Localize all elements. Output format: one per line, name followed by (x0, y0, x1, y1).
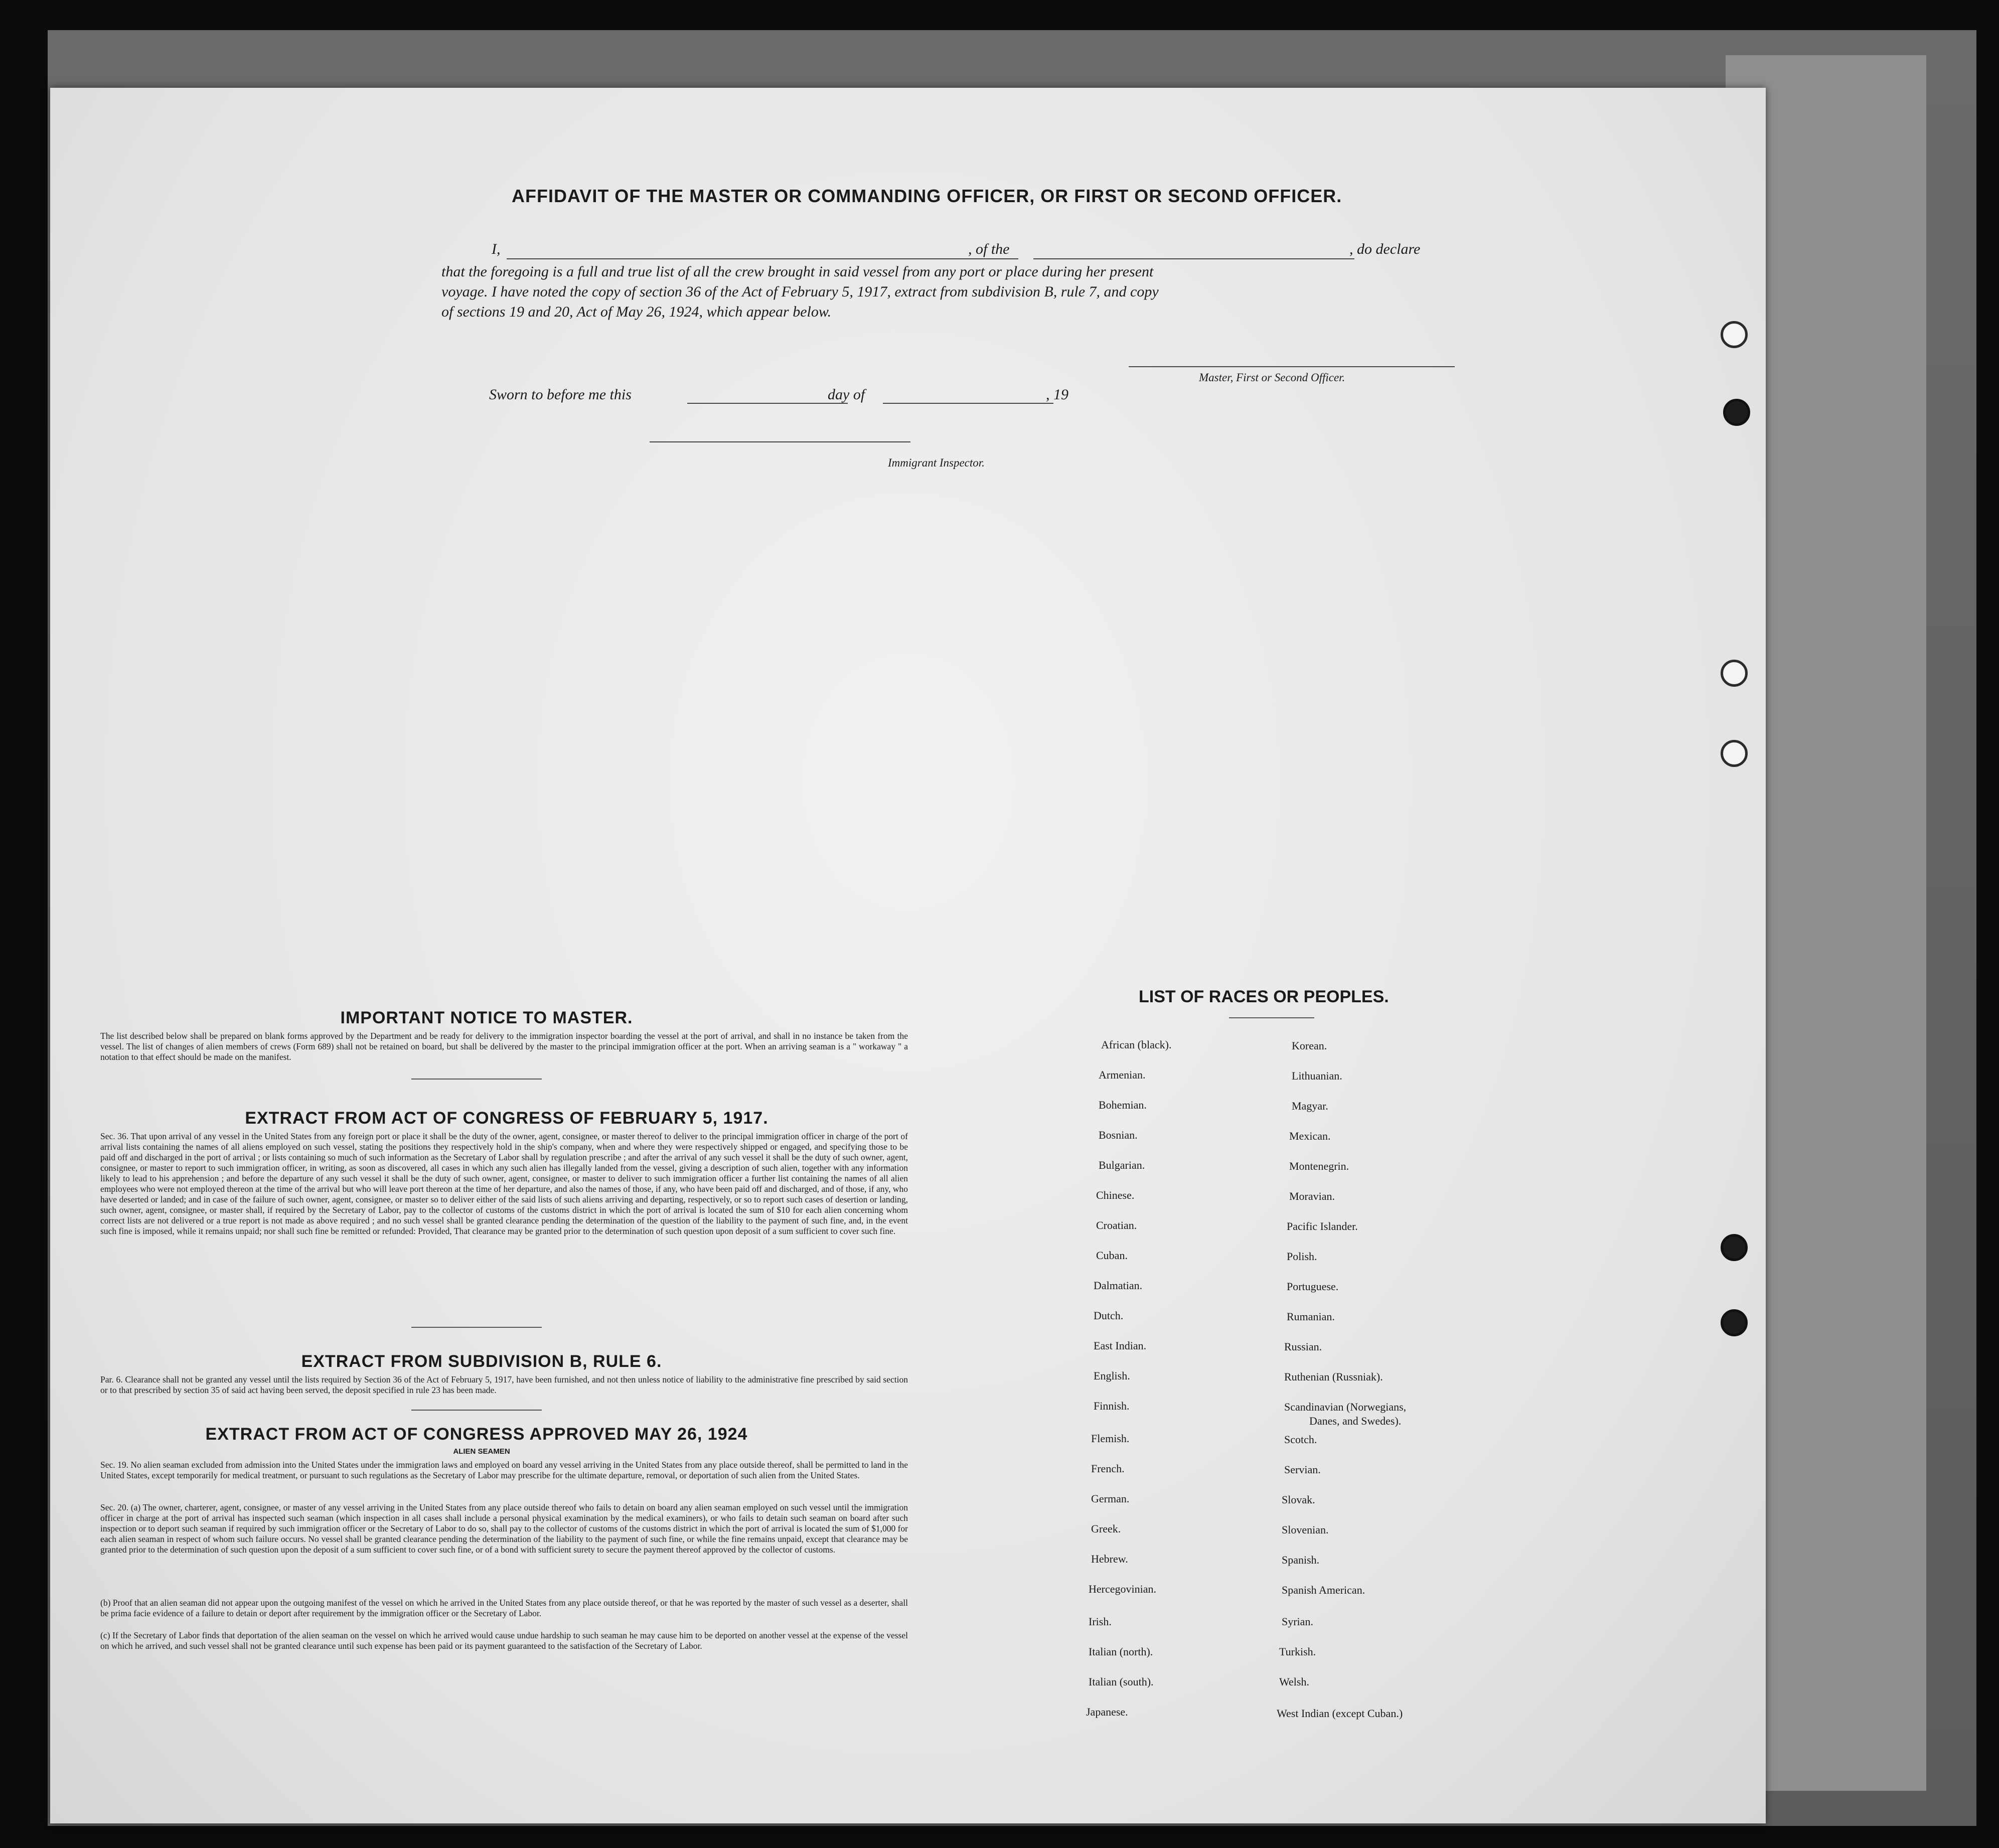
master-signature-line (1129, 366, 1455, 367)
race-left-item: Bosnian. (1099, 1129, 1138, 1141)
punch-hole (1723, 399, 1750, 426)
extract-1917-title: EXTRACT FROM ACT OF CONGRESS OF FEBRUARY 5, 1917. (245, 1109, 768, 1128)
races-title: LIST OF RACES OR PEOPLES. (1139, 987, 1389, 1006)
punch-hole (1721, 1234, 1748, 1261)
race-left-item: Irish. (1089, 1615, 1112, 1628)
race-left-item: Dalmatian. (1094, 1279, 1143, 1292)
affidavit-text-line-1: that the foregoing is a full and true list of all the crew brought in said vessel from any port or place during her present (441, 263, 1154, 280)
race-left-item: East Indian. (1094, 1339, 1147, 1352)
affidavit-title: AFFIDAVIT OF THE MASTER OR COMMANDING OFFICER, OR FIRST OR SECOND OFFICER. (512, 186, 1342, 206)
section-20b-text: (b) Proof that an alien seaman did not appear upon the outgoing manifest of the vessel on which he arrived in the United States from any place outside thereof, or that he was reported by the master of such vessel as a deserter, shall be prima facie evidence of a failure to detain or deport after requirement by the immigration officer or the Secretary of Labor. (100, 1598, 908, 1618)
race-left-item: African (black). (1101, 1038, 1172, 1051)
race-right-item-continuation: Danes, and Swedes). (1309, 1415, 1402, 1427)
race-right-item: Polish. (1287, 1250, 1317, 1263)
race-right-item: Magyar. (1292, 1100, 1328, 1112)
divider (411, 1079, 542, 1080)
punch-hole (1721, 1309, 1748, 1336)
race-right-item: Lithuanian. (1292, 1069, 1342, 1082)
race-right-item: Spanish American. (1282, 1584, 1365, 1596)
notice-body: The list described below shall be prepared on blank forms approved by the Department and be ready for delivery to the immigration inspector boarding the vessel at the port of arrival, and shall in no instance be taken from the vessel. The list of changes of alien members of crews (Form 689) shall not be retained on board, but shall be delivered by the master to the principal immigration officer at the port. When an arriving seaman is a " workaway " a notation to that effect should be made on the manifest. (100, 1031, 908, 1062)
notice-title: IMPORTANT NOTICE TO MASTER. (340, 1008, 633, 1027)
master-name-line (507, 258, 1018, 259)
sworn-day-line (687, 403, 848, 404)
race-left-item: Hercegovinian. (1089, 1583, 1156, 1595)
race-right-item: Scandinavian (Norwegians, (1284, 1401, 1407, 1413)
race-right-item: Slovenian. (1282, 1523, 1329, 1536)
punch-hole (1721, 660, 1748, 687)
extract-1917-body: Sec. 36. That upon arrival of any vessel in the United States from any foreign port or place it shall be the duty of the owner, agent, consignee, or master thereof to deliver to the principal immigration officer in charge of the port of arrival lists containing the names of all aliens employed on such vessel, stating the positions they respectively hold in the ship's company, when and where they were respectively shipped or engaged, and specifying those to be paid off and discharged in the port of arrival ; or lists containing so much of such information as the Secretary of Labor shall by regulation prescribe ; and after the arrival of any such vessel it shall be the duty of such owner, agent, consignee, or master to report to such immigration officer, in writing, as soon as discovered, all cases in which any such alien has illegally landed from the vessel, giving a description of such alien, together with any information likely to lead to his apprehension ; and before the departure of any such vessel it shall be the duty of such owner, agent, consignee, or master to deliver to such immigration officer a further list containing the names of all alien employees who were not employed thereon at the time of the arrival but who will leave port thereon at the time of her departure, and also the names of those, if any, who have been paid off and discharged, and of those, if any, who have deserted or landed; and in case of the failure of such owner, agent, consignee, or master so to deliver either of the said lists of such aliens arriving and departing, respectively, or so to report such cases of desertion or landing, such owner, agent, consignee, or master shall, if required by the Secretary of Labor, pay to the collector of customs of the customs district in which the port of arrival is located the sum of $10 for each alien concerning whom correct lists are not delivered or a true report is not made as above required ; and no such vessel shall be granted clearance pending the determination of the question of the liability to the payment of such fine, and, in the event such fine is imposed, while it remains unpaid; nor shall such fine be remitted or refunded: Provided, That clearance may be granted prior to the determination of such question upon deposit of a sum sufficient to cover such fine. (100, 1131, 908, 1236)
section-20c-text: (c) If the Secretary of Labor finds that deportation of the alien seaman on the vessel on which he arrived would cause undue hardship to such seaman he may cause him to be deported on another vessel at the expense of the vessel on which he arrived, and such vessel shall not be granted clearance until such expense has been paid or its payment guaranteed to the satisfaction of the Secretary of Labor. (100, 1630, 908, 1651)
divider (1229, 1017, 1314, 1018)
race-left-item: Greek. (1091, 1522, 1121, 1535)
year-label: , 19 (1046, 386, 1068, 403)
inspector-signature-line (650, 441, 910, 442)
master-signature-label: Master, First or Second Officer. (1199, 371, 1345, 384)
sworn-month-line (883, 403, 1053, 404)
section-19-text: Sec. 19. No alien seaman excluded from admission into the United States under the immigration laws and employed on board any vessel arriving in the United States from any place outside thereof, shall be permitted to land in the United States, except temporarily for medical treatment, or pursuant to such regulations as the Secretary of Labor may prescribe for the ultimate departure, removal, or deportation of such alien from the United States. (100, 1460, 908, 1480)
race-left-item: Cuban. (1096, 1249, 1128, 1262)
race-right-item: Russian. (1284, 1340, 1322, 1353)
punch-hole (1721, 740, 1748, 767)
divider (411, 1410, 542, 1411)
race-right-item: Servian. (1284, 1463, 1321, 1476)
affidavit-i-label: I, (492, 241, 501, 257)
race-left-item: Armenian. (1099, 1068, 1146, 1081)
affidavit-text-line-3: of sections 19 and 20, Act of May 26, 1924, which appear below. (441, 303, 832, 320)
race-left-item: Bulgarian. (1099, 1159, 1145, 1171)
race-right-item: Pacific Islander. (1287, 1220, 1358, 1233)
race-right-item: Slovak. (1282, 1493, 1315, 1506)
race-right-item: West Indian (except Cuban.) (1277, 1707, 1403, 1720)
race-left-item: Dutch. (1094, 1309, 1124, 1322)
race-left-item: Finnish. (1094, 1400, 1130, 1412)
inspector-label: Immigrant Inspector. (888, 456, 985, 469)
race-right-item: Ruthenian (Russniak). (1284, 1370, 1383, 1383)
race-right-item: Montenegrin. (1289, 1160, 1349, 1172)
race-right-item: Welsh. (1279, 1675, 1309, 1688)
race-left-item: Chinese. (1096, 1189, 1135, 1201)
race-right-item: Moravian. (1289, 1190, 1335, 1202)
race-left-item: Flemish. (1091, 1432, 1130, 1445)
sworn-label: Sworn to before me this (489, 386, 632, 403)
rule6-body: Par. 6. Clearance shall not be granted any vessel until the lists required by Section 36 of the Act of February 5, 1917, have been furnished, and not then unless notice of liability to the administrative fine prescribed by said section or to that prescribed by section 35 of said act having been served, the deposit specified in rule 23 has been made. (100, 1374, 908, 1395)
race-right-item: Korean. (1292, 1039, 1327, 1052)
affidavit-text-line-2: voyage. I have noted the copy of section 36 of the Act of February 5, 1917, extract from subdivision B, rule 7, and copy (441, 283, 1159, 300)
vessel-name-line (1033, 258, 1354, 259)
rule6-title: EXTRACT FROM SUBDIVISION B, RULE 6. (301, 1352, 662, 1371)
race-left-item: Italian (north). (1089, 1645, 1153, 1658)
race-right-item: Spanish. (1282, 1554, 1320, 1566)
race-right-item: Rumanian. (1287, 1310, 1335, 1323)
race-left-item: Japanese. (1086, 1706, 1128, 1718)
race-left-item: Bohemian. (1099, 1099, 1147, 1111)
race-right-item: Portuguese. (1287, 1280, 1339, 1293)
race-left-item: Italian (south). (1089, 1675, 1154, 1688)
section-20a-text: Sec. 20. (a) The owner, charterer, agent, consignee, or master of any vessel arriving in the United States from any place outside thereof who fails to detain on board any alien seaman employed on such vessel until the immigration officer in charge at the port of arrival has inspected such seaman (which inspection in all cases shall include a personal physical examination by the medical examiners), or who fails to detain such seaman on board after such inspection or to deport such seaman if required by such immigration officer or the Secretary of Labor to do so, shall pay to the collector of customs of the customs district in which the port of arrival is located the sum of $1,000 for each alien seaman in respect of whom such failure occurs. No vessel shall be granted clearance pending the determination of the liability to the payment of such fine, or while the fine remains unpaid, except that clearance may be granted prior to the determination of such question upon the deposit of a sum sufficient to cover such fine, or of a bond with sufficient surety to secure the payment thereof approved by the collector of customs. (100, 1502, 908, 1555)
affidavit-of-the-label: , of the (968, 241, 1010, 257)
race-right-item: Scotch. (1284, 1433, 1317, 1446)
day-of-label: day of (828, 386, 865, 403)
affidavit-declare-label: , do declare (1349, 241, 1421, 257)
divider (411, 1327, 542, 1328)
race-right-item: Mexican. (1289, 1130, 1331, 1142)
paper-surface (50, 88, 1766, 1823)
race-left-item: English. (1094, 1369, 1130, 1382)
race-left-item: Hebrew. (1091, 1553, 1128, 1565)
extract-1924-subtitle: ALIEN SEAMEN (453, 1447, 510, 1456)
form-page (50, 88, 1766, 1823)
race-left-item: German. (1091, 1492, 1130, 1505)
race-left-item: French. (1091, 1462, 1125, 1475)
punch-hole (1721, 321, 1748, 348)
race-right-item: Syrian. (1282, 1615, 1313, 1628)
race-right-item: Turkish. (1279, 1645, 1316, 1658)
extract-1924-title: EXTRACT FROM ACT OF CONGRESS APPROVED MAY 26, 1924 (205, 1425, 748, 1444)
race-left-item: Croatian. (1096, 1219, 1137, 1231)
